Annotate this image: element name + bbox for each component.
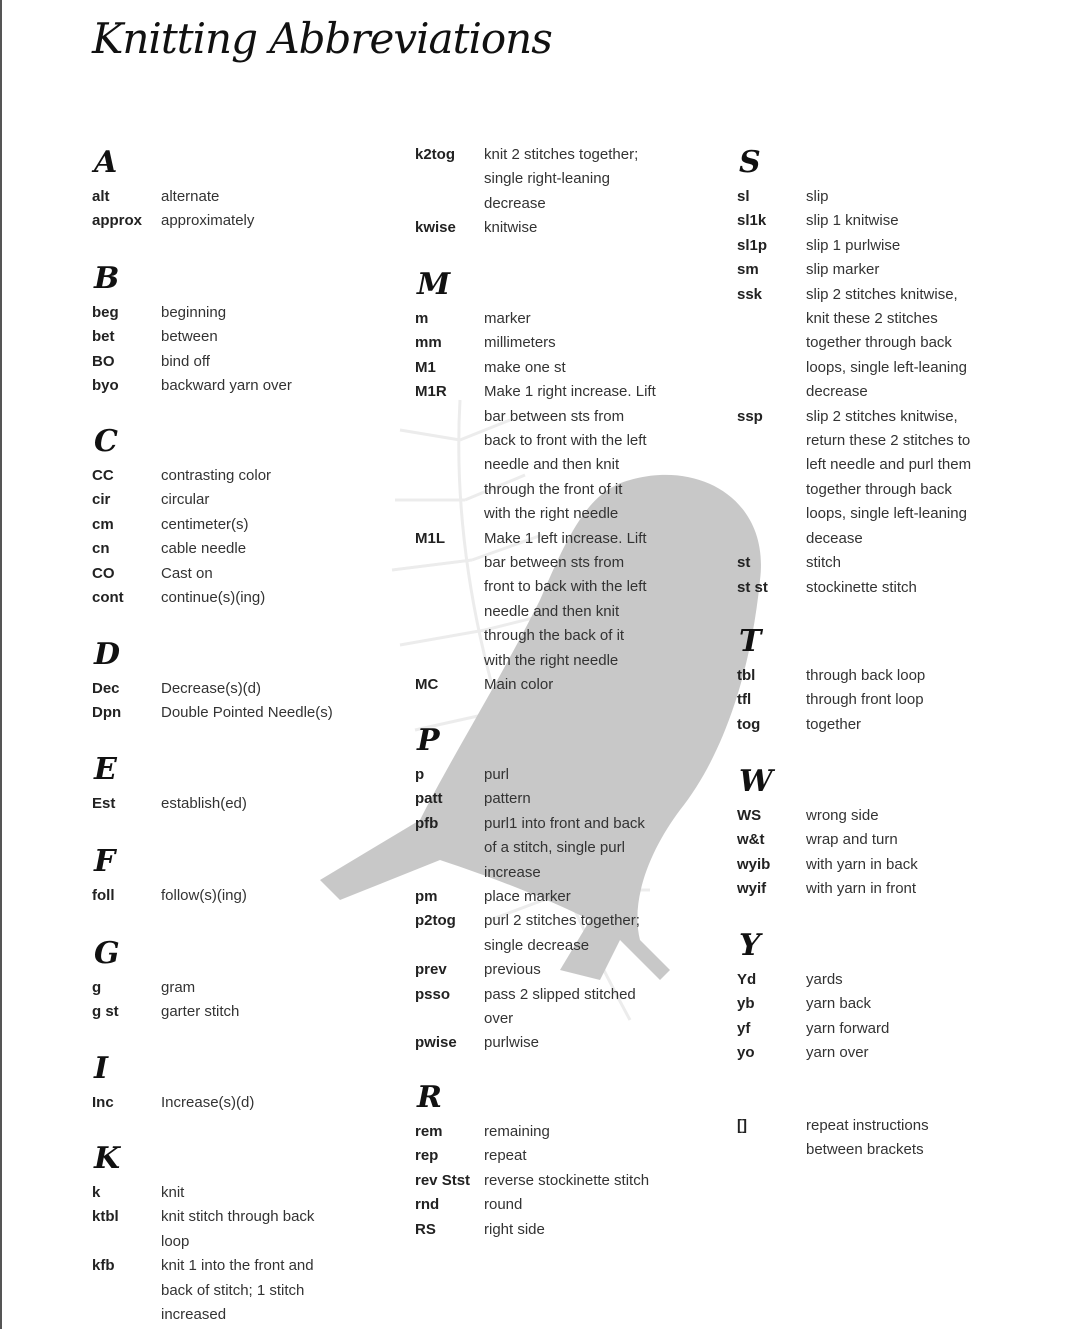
abbreviation-term: [] (737, 1117, 747, 1134)
abbreviation-definition: reverse stockinette stitch (484, 1171, 650, 1189)
abbreviation-term: pfb (415, 814, 439, 832)
abbreviation-term: prev (415, 961, 447, 979)
abbreviation-entry (415, 1144, 649, 1168)
abbreviation-entry (737, 551, 971, 575)
abbreviation-entry (737, 258, 971, 282)
section-letter: D (94, 637, 121, 672)
abbreviation-definition: place marker (484, 888, 571, 906)
abbreviation-term: w&t (737, 831, 765, 849)
abbreviation-term: rnd (415, 1196, 440, 1214)
abbreviation-definition: with yarn in front (806, 880, 917, 898)
abbreviation-term: Dec (92, 680, 120, 697)
abbreviation-definition: repeat instructions between brackets (806, 1117, 929, 1159)
abbreviation-definition: contrasting color (161, 467, 272, 484)
abbreviation-definition: purlwise (484, 1034, 540, 1052)
abbreviation-definition: through front loop (806, 691, 924, 709)
abbreviation-definition: through back loop (806, 667, 926, 684)
section-r (415, 1080, 650, 1242)
abbreviation-entry (92, 792, 247, 816)
abbreviation-term: ssp (737, 407, 763, 425)
abbreviation-entry (92, 464, 271, 488)
abbreviation-definition: follow(s)(ing) (161, 887, 247, 904)
section-letter: T (739, 624, 762, 659)
abbreviation-definition: purl1 into front and back of a stitch, single purl increase (484, 814, 645, 881)
abbreviation-term: beg (92, 304, 119, 321)
abbreviation-term: p (415, 766, 425, 783)
abbreviation-definition: marker (484, 310, 531, 327)
abbreviation-term: mm (415, 334, 442, 352)
abbreviation-entry (92, 586, 271, 610)
section-w (737, 764, 918, 902)
abbreviation-term: WS (737, 807, 762, 824)
abbreviation-term: CC (92, 467, 114, 484)
abbreviation-term: cir (92, 491, 111, 509)
abbreviation-definition: yards (806, 971, 843, 988)
abbreviation-entry (737, 713, 925, 737)
abbreviation-term: M1R (415, 383, 447, 401)
section-b (92, 261, 292, 399)
abbreviation-definition: bind off (161, 352, 210, 370)
abbreviation-definition: right side (484, 1220, 545, 1238)
abbreviation-term: Dpn (92, 704, 122, 722)
abbreviation-term: cont (92, 589, 124, 607)
abbreviation-term: ssk (737, 285, 763, 303)
abbreviation-definition: slip marker (806, 261, 880, 279)
abbreviation-definition: knitwise (484, 219, 538, 237)
abbreviation-definition: slip 2 stitches knitwise, return these 2 stitches to left needle and purl them together through back loops, single left-leaning decease (806, 407, 972, 547)
section-letter: G (94, 936, 120, 971)
abbreviation-entry (737, 405, 971, 551)
abbreviation-term: patt (415, 790, 443, 808)
section-s (737, 145, 972, 600)
section-letter: F (94, 844, 116, 879)
abbreviation-definition: stitch (806, 554, 842, 572)
abbreviation-definition: knit 1 into the front and back of stitch; 1 stitch increased (161, 1257, 314, 1324)
abbreviation-definition: circular (161, 491, 210, 509)
section-e (92, 752, 247, 816)
abbreviation-term: byo (92, 377, 119, 395)
abbreviation-term: foll (92, 887, 115, 904)
section-letter: I (94, 1051, 109, 1086)
abbreviation-entry (92, 537, 271, 561)
abbreviation-term: Yd (737, 971, 757, 988)
abbreviation-definition: Double Pointed Needle(s) (161, 704, 333, 722)
abbreviation-definition: remaining (484, 1123, 550, 1140)
abbreviation-entry (92, 325, 292, 349)
abbreviation-entry (737, 804, 918, 828)
abbreviation-definition: slip (806, 188, 829, 205)
abbreviation-entry (737, 576, 971, 600)
abbreviation-definition: Make 1 left increase. Lift bar between sts from front to back with the left needle and then knit through the back of it with the right needle (484, 529, 647, 669)
abbreviation-entry (415, 885, 645, 909)
abbreviation-entry (415, 787, 645, 811)
abbreviation-term: sl1p (737, 236, 768, 254)
abbreviation-term: k2tog (415, 146, 456, 163)
abbreviation-entry (92, 1091, 254, 1115)
section-d (92, 637, 333, 726)
abbreviation-entry (415, 356, 656, 380)
abbreviation-term: tfl (737, 691, 752, 709)
section-m (415, 267, 656, 698)
abbreviation-entry (92, 976, 239, 1000)
abbreviation-entry (92, 701, 333, 725)
abbreviation-definition: stockinette stitch (806, 578, 917, 596)
abbreviation-term: rem (415, 1123, 443, 1140)
abbreviation-entry (737, 853, 918, 877)
abbreviation-definition: Main color (484, 676, 554, 694)
section-g (92, 936, 240, 1025)
section-f (92, 844, 247, 908)
section-letter: S (739, 145, 761, 180)
abbreviation-term: g (92, 979, 102, 996)
abbreviation-term: st st (737, 578, 768, 596)
abbreviation-entry (415, 983, 645, 1032)
abbreviation-entry (737, 234, 971, 258)
abbreviation-term: rev Stst (415, 1171, 471, 1189)
abbreviation-definition: wrong side (806, 807, 879, 824)
abbreviation-entry (415, 812, 645, 885)
section-letter: E (94, 752, 117, 787)
abbreviation-definition: between (161, 328, 218, 346)
abbreviation-term: kwise (415, 219, 456, 237)
abbreviation-term: sl1k (737, 212, 767, 230)
abbreviation-entry (415, 216, 638, 240)
abbreviation-definition: millimeters (484, 334, 556, 352)
abbreviation-entry (415, 527, 656, 673)
abbreviation-term: p2tog (415, 912, 456, 930)
abbreviation-entry (92, 350, 292, 374)
abbreviation-term: sm (737, 261, 759, 279)
abbreviation-entry (92, 1000, 239, 1024)
abbreviation-term: Inc (92, 1094, 114, 1111)
abbreviation-entry (415, 1193, 649, 1217)
abbreviation-term: pwise (415, 1034, 457, 1052)
abbreviation-entry (415, 763, 645, 787)
section-letter: W (739, 764, 773, 799)
abbreviation-entry (737, 877, 918, 901)
abbreviation-definition: round (484, 1196, 523, 1214)
section-continued (737, 1114, 929, 1163)
abbreviation-term: bet (92, 328, 115, 346)
abbreviation-definition: purl 2 stitches together; single decrease (484, 912, 640, 954)
abbreviation-definition: centimeter(s) (161, 515, 249, 533)
section-letter: B (94, 261, 120, 296)
abbreviation-term: BO (92, 352, 115, 370)
abbreviation-term: M1L (415, 529, 445, 547)
abbreviation-entry (415, 307, 656, 331)
abbreviation-entry (92, 562, 271, 586)
abbreviation-entry (737, 664, 925, 688)
abbreviation-entry (737, 968, 889, 992)
section-p (415, 723, 645, 1056)
abbreviation-definition: previous (484, 961, 541, 979)
abbreviation-definition: garter stitch (161, 1003, 240, 1021)
abbreviation-definition: yarn back (806, 995, 872, 1013)
abbreviation-term: alt (92, 188, 110, 205)
abbreviation-definition: yarn forward (806, 1019, 890, 1037)
abbreviation-entry (737, 688, 925, 712)
abbreviation-entry (92, 185, 254, 209)
section-letter: P (417, 723, 440, 758)
abbreviation-entry (92, 677, 333, 701)
abbreviation-definition: knit 2 stitches together; single right-leaning decrease (484, 146, 639, 212)
section-letter: R (417, 1080, 442, 1115)
abbreviation-definition: with yarn in back (806, 855, 918, 873)
abbreviation-definition: repeat (484, 1147, 527, 1165)
abbreviation-entry (415, 331, 656, 355)
abbreviation-definition: Make 1 right increase. Lift bar between sts from back to front with the left needle and then knit through the front of it with the right needle (484, 383, 656, 523)
abbreviation-definition: approximately (161, 212, 255, 230)
abbreviation-term: rep (415, 1147, 439, 1165)
abbreviation-term: yb (737, 995, 755, 1013)
abbreviation-definition: gram (161, 979, 196, 996)
abbreviation-entry (415, 673, 656, 697)
abbreviation-term: yf (737, 1019, 751, 1037)
abbreviation-definition: establish(ed) (161, 795, 247, 812)
abbreviation-definition: slip 1 knitwise (806, 212, 899, 230)
abbreviation-definition: beginning (161, 304, 227, 321)
section-a (92, 145, 255, 234)
abbreviation-definition: purl (484, 766, 510, 783)
abbreviation-entry (92, 488, 271, 512)
abbreviation-entry (737, 828, 918, 852)
abbreviation-term: kfb (92, 1257, 115, 1275)
abbreviation-definition: alternate (161, 188, 220, 205)
abbreviation-definition: backward yarn over (161, 377, 292, 395)
abbreviation-definition: cable needle (161, 540, 247, 558)
abbreviation-entry (415, 1031, 645, 1055)
abbreviation-definition: pass 2 slipped stitched over (484, 985, 636, 1028)
section-c (92, 424, 272, 610)
abbreviation-entry (415, 909, 645, 958)
section-i (92, 1051, 255, 1115)
abbreviation-entry (92, 1254, 314, 1327)
abbreviation-entry (92, 1181, 314, 1205)
abbreviation-definition: pattern (484, 790, 531, 808)
abbreviation-entry (737, 1017, 889, 1041)
abbreviation-entry (737, 992, 889, 1016)
abbreviation-term: cn (92, 540, 110, 558)
abbreviation-definition: Decrease(s)(d) (161, 680, 262, 697)
section-letter: K (94, 1141, 121, 1176)
abbreviation-term: RS (415, 1220, 436, 1238)
abbreviation-entry (92, 209, 254, 233)
abbreviation-term: ktbl (92, 1208, 119, 1226)
abbreviation-term: CO (92, 564, 115, 582)
page-title: Knitting Abbreviations (92, 14, 552, 63)
abbreviation-term: MC (415, 676, 439, 694)
abbreviation-entry (92, 513, 271, 537)
abbreviation-term: wyif (737, 880, 767, 898)
abbreviation-term: psso (415, 985, 451, 1003)
abbreviation-term: wyib (737, 855, 771, 873)
abbreviation-definition: knit (161, 1184, 185, 1201)
abbreviation-entry (415, 1120, 649, 1144)
abbreviation-entry (415, 380, 656, 526)
abbreviation-entry (415, 1218, 649, 1242)
page-edge (0, 0, 2, 1329)
abbreviation-term: m (415, 310, 429, 327)
abbreviation-term: Est (92, 795, 116, 812)
abbreviation-term: tbl (737, 667, 756, 684)
abbreviation-entry (92, 301, 292, 325)
abbreviation-entry (737, 1114, 929, 1163)
abbreviation-definition: together (806, 715, 862, 733)
abbreviation-entry (737, 209, 971, 233)
abbreviation-definition: yarn over (806, 1044, 869, 1062)
abbreviation-entry (415, 143, 638, 216)
abbreviation-term: g st (92, 1003, 119, 1021)
abbreviation-term: st (737, 554, 751, 572)
abbreviation-definition: wrap and turn (806, 831, 898, 849)
section-k (92, 1141, 315, 1327)
abbreviation-term: approx (92, 212, 143, 230)
abbreviation-term: k (92, 1184, 101, 1201)
abbreviation-term: yo (737, 1044, 755, 1062)
abbreviation-definition: continue(s)(ing) (161, 589, 266, 607)
abbreviation-term: M1 (415, 358, 436, 376)
abbreviation-entry (92, 884, 247, 908)
abbreviation-definition: Cast on (161, 564, 213, 582)
section-letter: Y (739, 928, 761, 963)
abbreviation-definition: knit stitch through back loop (161, 1208, 315, 1250)
section-continued (415, 143, 638, 241)
section-letter: A (94, 145, 118, 180)
abbreviation-definition: slip 2 stitches knitwise, knit these 2 stitches together through back loops, single left-leaning decrease (806, 285, 967, 401)
abbreviation-term: cm (92, 515, 114, 533)
section-letter: M (417, 267, 451, 302)
abbreviation-entry (415, 958, 645, 982)
abbreviation-term: pm (415, 888, 438, 906)
abbreviation-entry (415, 1169, 649, 1193)
abbreviation-entry (737, 283, 971, 405)
abbreviation-entry (737, 1041, 889, 1065)
abbreviation-definition: Increase(s)(d) (161, 1094, 255, 1111)
abbreviation-entry (92, 374, 292, 398)
abbreviation-entry (92, 1205, 314, 1254)
abbreviation-term: tog (737, 715, 761, 733)
section-t (737, 624, 926, 737)
abbreviation-definition: make one st (484, 358, 566, 376)
abbreviation-entry (737, 185, 971, 209)
abbreviation-definition: slip 1 purlwise (806, 236, 901, 254)
abbreviation-term: sl (737, 188, 750, 205)
section-letter: C (94, 424, 118, 459)
section-y (737, 928, 890, 1066)
